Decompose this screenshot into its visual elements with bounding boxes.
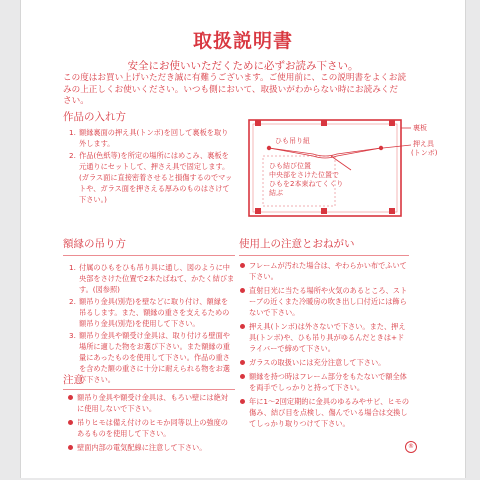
- caution-list: [67, 392, 235, 456]
- frame-back-diagram: [243, 108, 443, 218]
- insert-steps: [69, 127, 235, 206]
- insert-step: 1. 額縁裏面の押え具(トンボ)を回して裏板を取り外します。: [69, 128, 229, 148]
- label-knot-3: 結ぶ: [269, 189, 283, 197]
- usage-heading: 使用上の注意とおねがい: [239, 238, 355, 250]
- label-clip-sub: (トンボ): [411, 149, 438, 157]
- intro-line: みの上正しくお使いください。いつも側において、取扱いがわからない時にお読みくだ: [63, 84, 398, 95]
- bullet-icon: [67, 442, 77, 453]
- usage-item: 額縁を持つ時はフレーム部分をもたないで額全体を両手でしっかりと持って下さい。: [239, 371, 409, 393]
- usage-item: 年に1～2回定期的に金具のゆるみやサビ、ヒモの傷み、結び目を点検し、傷んでいる場合は交換してしっかり取りつけて下さい。: [239, 396, 409, 429]
- caution-item: 吊りヒモは備え付けのヒモか同等以上の強度のあるものを使用して下さい。: [67, 417, 235, 439]
- registered-mark: ®: [405, 441, 417, 453]
- bullet-icon: [239, 371, 249, 393]
- label-knot-1: 中央部をさけた位置で: [269, 171, 339, 179]
- usage-item: 直射日光に当たる場所や火気のあるところ、ストーブの近くまた冷暖房の吹き出し口付近には飾らないで下さい。: [239, 285, 409, 318]
- hang-heading: 額縁の吊り方: [63, 238, 126, 250]
- divider: [239, 255, 409, 256]
- label-back-board: 裏板: [413, 124, 427, 132]
- usage-list: [239, 260, 409, 432]
- intro-line: さい。: [63, 96, 89, 106]
- page-title: 取扱説明書: [192, 30, 293, 52]
- bullet-icon: [67, 392, 77, 414]
- instruction-page: [20, 0, 466, 478]
- caution-item: 額吊り金具や額受け金具は、もろい壁には絶対に使用しないで下さい。: [67, 392, 235, 414]
- usage-item: ガラスの取扱いには充分注意して下さい。: [239, 357, 409, 368]
- label-knot-title: ひも結び位置: [269, 162, 311, 170]
- bullet-icon: [239, 321, 249, 354]
- bullet-icon: [67, 417, 77, 439]
- bullet-icon: [239, 357, 249, 368]
- usage-item: フレームが汚れた場合は、やわらかい布でふいて下さい。: [239, 260, 409, 282]
- bullet-icon: [239, 396, 249, 429]
- hang-step: 1. 付属のひもをひも吊り具に通し、図のように中央部をさけた位置で2本たばねて、かたく結びます。(図参照): [69, 263, 235, 294]
- intro-text: [63, 73, 419, 108]
- label-clip: 押え具: [413, 140, 434, 148]
- hang-step: 2. 額吊り金具(別売)を壁などに取り付け、額縁を吊るします。また、額縁の重さを支えるための額吊り金具(別売)を使用して下さい。: [69, 297, 230, 328]
- insert-step: 2. 作品(色紙等)を所定の場所にはめこみ、裏板を元通りにセットして、押さえ具で固定します。(ガラス面に直接密着させると損傷するのでマットや、ガラス面を押さえる厚みのものはさけて下さい。): [69, 151, 233, 204]
- insert-heading: 作品の入れ方: [63, 111, 126, 123]
- intro-line: この度はお買い上げいただき誠に有難うございます。ご使用前に、この説明書をよくお読: [63, 73, 407, 83]
- divider: [63, 389, 235, 390]
- divider: [63, 255, 235, 256]
- hang-step: 3. 額吊り金具や額受け金具は、取り付ける壁面や場所に適した物をお選び下さい。また額縁の重量にあったものを使用して下さい。作品の重さを含めた額の重さに十分に耐えられる物をお選び下さい。: [69, 331, 230, 384]
- hang-steps: [69, 262, 235, 386]
- usage-item: 押え具(トンボ)は外さないで下さい。また、押え具(トンボ)や、ひも吊り具がゆるんだときは+ドライバーで締めて下さい。: [239, 321, 409, 354]
- label-knot-2: ひもを2本束ねてくくり: [269, 180, 344, 188]
- label-string: ひも吊り紐: [275, 137, 310, 145]
- caution-heading: 注意: [63, 374, 84, 386]
- page-subtitle: 安全にお使いいただくために必ずお読み下さい。: [127, 60, 359, 72]
- bullet-icon: [239, 260, 249, 282]
- bullet-icon: [239, 285, 249, 318]
- caution-item: 壁面内部の電気配線に注意して下さい。: [67, 442, 235, 453]
